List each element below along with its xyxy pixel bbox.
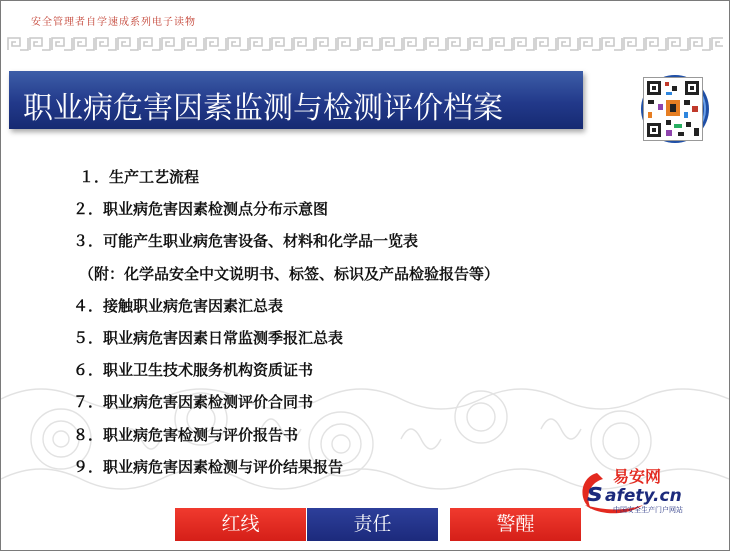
logo-domain: afety.cn <box>605 486 682 506</box>
responsibility-button[interactable]: 责任 <box>307 508 438 541</box>
logo-letter: s <box>587 478 603 508</box>
list-item: ９．职业病危害因素检测与评价结果报告 <box>73 457 344 476</box>
series-caption: 安全管理者自学速成系列电子读物 <box>31 17 196 28</box>
archive-contents-list <box>73 161 499 483</box>
title-banner <box>9 71 583 129</box>
list-item: ２．职业病危害因素检测点分布示意图 <box>73 200 329 219</box>
list-item: １．生产工艺流程 <box>79 168 200 186</box>
qr-code-icon <box>643 77 703 141</box>
list-item: ４．接触职业病危害因素汇总表 <box>73 296 284 315</box>
list-item: ６．职业卫生技术服务机构资质证书 <box>73 361 314 380</box>
logo-tagline: 中国安全生产门户网站 <box>613 506 683 514</box>
site-logo <box>579 465 699 517</box>
qr-badge <box>631 73 719 145</box>
list-item-note: （附：化学品安全中文说明书、标签、标识及产品检验报告等） <box>79 264 500 283</box>
list-item: ３．可能产生职业病危害设备、材料和化学品一览表 <box>73 232 419 251</box>
list-item: ５．职业病危害因素日常监测季报汇总表 <box>73 328 344 347</box>
page-title: 职业病危害因素监测与检测评价档案 <box>23 91 503 126</box>
red-line-button[interactable]: 红线 <box>175 508 306 541</box>
decorative-fret-band <box>7 37 723 51</box>
logo-name: 易安网 <box>613 467 662 486</box>
list-item: ８．职业病危害检测与评价报告书 <box>73 425 299 444</box>
alert-button[interactable]: 警醒 <box>450 508 581 541</box>
list-item: ７．职业病危害因素检测评价合同书 <box>73 393 314 412</box>
